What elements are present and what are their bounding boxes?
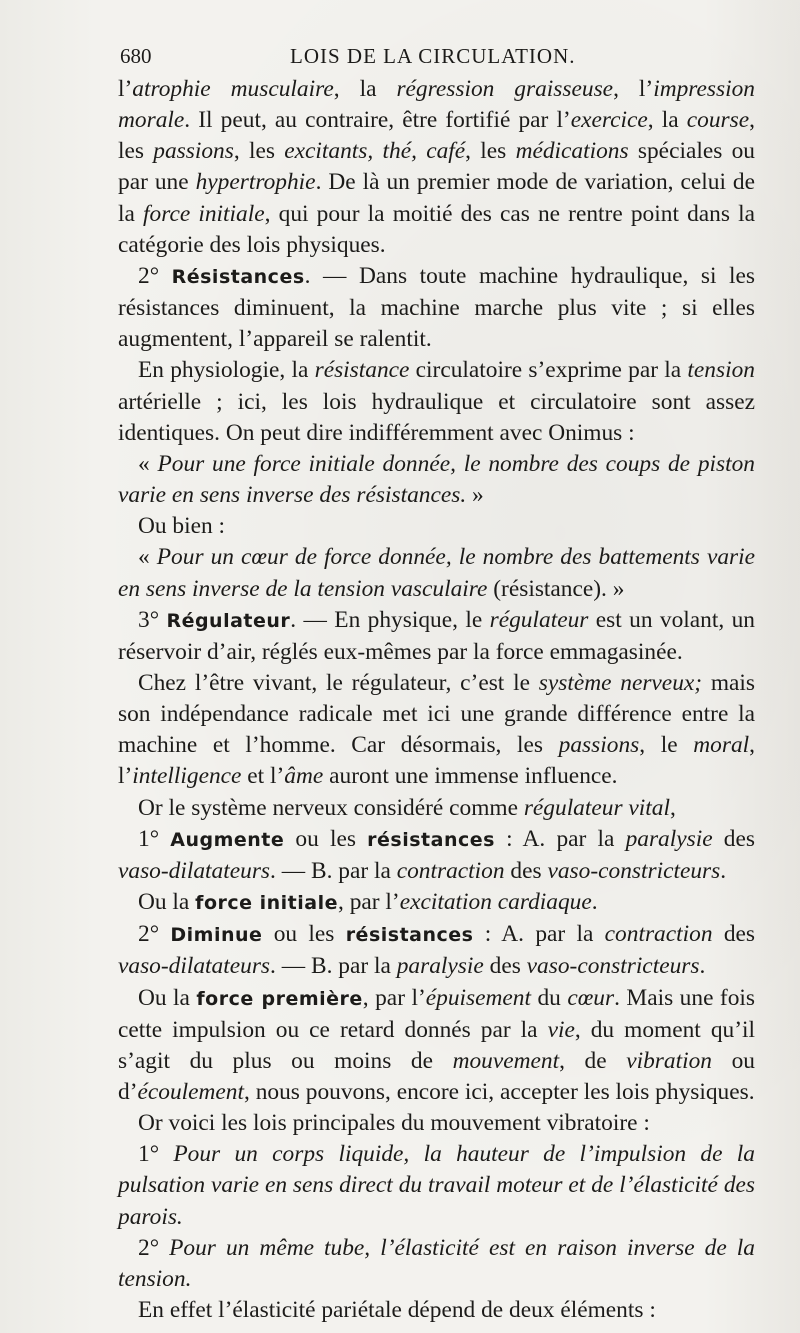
paragraph-continuation: l’atrophie musculaire, la régression graisseuse, l’impression morale. Il peut, au contraire, être fortifié par l’exercice, la course, les passions, les excitants, thé, café, les médications spéciales ou par une hypertrophie. De là un premier mode de variation, celui de la force initiale, qui pour la moitié des cas ne rentre point dans la catégorie des lois physiques. [118, 76, 756, 258]
law-2: 2° Pour un même tube, l’élasticité est en raison inverse de la tension. [118, 1234, 755, 1292]
list-item-diminue: 2° Diminue ou les résistances : A. par la contraction des vaso-dilatateurs. — B. par la paralysie des vaso-constricteurs. [118, 921, 755, 980]
paragraph: Or voici les lois principales du mouvement vibratoire : [138, 1110, 650, 1137]
paragraph: En effet l’élasticité pariétale dépend de deux éléments : [138, 1297, 656, 1324]
paragraph: Ou bien : [138, 513, 226, 540]
page-number: 680 [120, 44, 152, 68]
paragraph: Or le système nerveux considéré comme régulateur vital, [138, 794, 676, 821]
quotation: « Pour un cœur de force donnée, le nombre des battements varie en sens inverse de la tension vasculaire (résistance). » [118, 544, 756, 602]
paragraph-resistances: 2° Résistances. — Dans toute machine hydraulique, si les résistances diminuent, la machine marche plus vite ; si elles augmentent, l’appareil se ralentit. [118, 262, 755, 353]
body-text [118, 74, 755, 1326]
section-heading: Résistances [171, 265, 305, 288]
law-1: 1° Pour un corps liquide, la hauteur de l’impulsion de la pulsation varie en sens direct du travail moteur et de l’élasticité des parois. [118, 1141, 755, 1230]
quotation: « Pour une force initiale donnée, le nombre des coups de piston varie en sens inverse des résistances. » [118, 450, 755, 509]
paragraph: En physiologie, la résistance circulatoire s’exprime par la tension artérielle ; ici, les lois hydraulique et circulatoire sont assez identiques. On peut dire indifféremment avec Onimus : [118, 357, 755, 446]
list-item-augmente: 1° Augmente ou les résistances : A. par la paralysie des vaso-dilatateurs. — B. par la contraction des vaso-constricteurs. [118, 825, 755, 884]
running-title: LOIS DE LA CIRCULATION. [290, 44, 576, 68]
paragraph: Ou la force initiale, par l’excitation cardiaque. [138, 889, 598, 916]
paragraph: Ou la force première, par l’épuisement du cœur. Mais une fois cette impulsion ou ce retard donnés par la vie, du moment qu’il s’agit du plus ou moins de mouvement, de vibration ou d’écoulement, nous pouvons, encore ici, accepter les lois physiques. [118, 984, 756, 1105]
section-heading: Régulateur [166, 609, 291, 632]
paragraph: Chez l’être vivant, le régulateur, c’est le système nerveux; mais son indépendance radicale met ici une grande différence entre la machine et l’homme. Car désormais, les passions, le moral, l’intelligence et l’âme auront une immense influence. [118, 669, 756, 790]
paragraph-regulateur: 3° Régulateur. — En physique, le régulateur est un volant, un réservoir d’air, réglés eux-mêmes par la force emmagasinée. [118, 606, 755, 665]
running-head [120, 44, 772, 74]
